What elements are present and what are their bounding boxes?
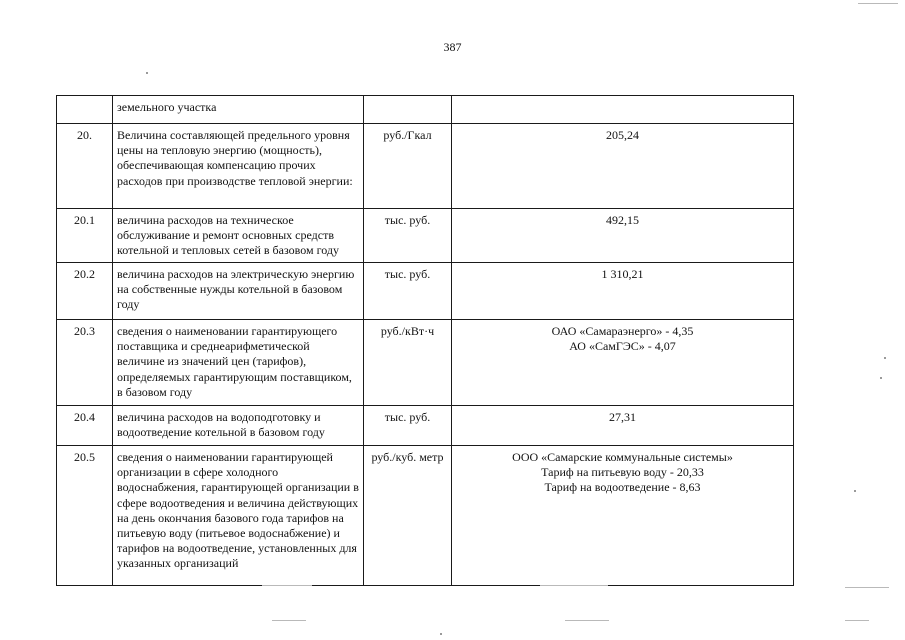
page-number: 387 [443, 40, 462, 54]
scan-artifact [845, 587, 889, 588]
scan-artifact [146, 72, 148, 74]
row-unit: тыс. руб. [364, 406, 452, 446]
row-number [57, 96, 113, 124]
table-row [57, 263, 794, 320]
row-unit [364, 96, 452, 124]
row-unit: тыс. руб. [364, 209, 452, 263]
row-description: сведения о наименовании гарантирующей организации в сфере холодного водоснабжения, гарантирующей организации в сфере водоотведения и величина действующих на день окончания базового года тарифов на питьевую воду (питьевое водоснабжение) и тарифов на водоотведение, установленных для указанных организаций [113, 446, 364, 586]
row-value [452, 209, 794, 263]
row-value [452, 406, 794, 446]
value-line: Тариф на водоотведение - 8,63 [544, 480, 701, 495]
table-row [57, 124, 794, 209]
table-row [57, 320, 794, 406]
scan-artifact [880, 377, 882, 379]
value-line: 205,24 [606, 128, 639, 142]
scan-artifact [262, 585, 312, 586]
value-line: Тариф на питьевую воду - 20,33 [541, 465, 704, 480]
scan-artifact [845, 620, 869, 621]
value-line: ОАО «Самараэнерго» - 4,35 [551, 324, 694, 338]
scan-artifact [858, 3, 898, 4]
table-row [57, 209, 794, 263]
row-number: 20.4 [57, 406, 113, 446]
scan-artifact [565, 620, 609, 621]
scan-artifact [540, 585, 608, 586]
row-unit: руб./кВт·ч [364, 320, 452, 406]
row-value [452, 124, 794, 209]
row-unit: тыс. руб. [364, 263, 452, 320]
scan-artifact [854, 490, 856, 492]
table-row [57, 406, 794, 446]
scan-artifact [440, 633, 442, 635]
tariff-table [56, 95, 794, 586]
table-row [57, 96, 794, 124]
row-description: величина расходов на электрическую энергию на собственные нужды котельной в базовом году [113, 263, 364, 320]
row-value [452, 263, 794, 320]
scan-artifact [272, 620, 306, 621]
row-description: земельного участка [113, 96, 364, 124]
value-line: 492,15 [606, 213, 639, 227]
row-description: величина расходов на водоподготовку и водоотведение котельной в базовом году [113, 406, 364, 446]
row-number: 20. [57, 124, 113, 209]
row-description: Величина составляющей предельного уровня цены на тепловую энергию (мощность), обеспечивающая компенсацию прочих расходов при производстве тепловой энергии: [113, 124, 364, 209]
value-line: ООО «Самарские коммунальные системы» [512, 450, 733, 464]
value-line: АО «СамГЭС» - 4,07 [569, 339, 676, 354]
row-description: величина расходов на техническое обслуживание и ремонт основных средств котельной и тепловых сетей в базовом году [113, 209, 364, 263]
row-number: 20.3 [57, 320, 113, 406]
row-unit: руб./Гкал [364, 124, 452, 209]
table-row [57, 446, 794, 586]
row-number: 20.2 [57, 263, 113, 320]
value-line: 1 310,21 [601, 267, 644, 281]
scan-artifact [884, 357, 886, 359]
value-line: 27,31 [609, 410, 636, 424]
row-value [452, 320, 794, 406]
row-value [452, 446, 794, 586]
row-number: 20.5 [57, 446, 113, 586]
row-description: сведения о наименовании гарантирующего поставщика и среднеарифметической величине из значений цен (тарифов), определяемых гарантирующим поставщиком, в базовом году [113, 320, 364, 406]
row-number: 20.1 [57, 209, 113, 263]
row-unit: руб./куб. метр [364, 446, 452, 586]
row-value [452, 96, 794, 124]
